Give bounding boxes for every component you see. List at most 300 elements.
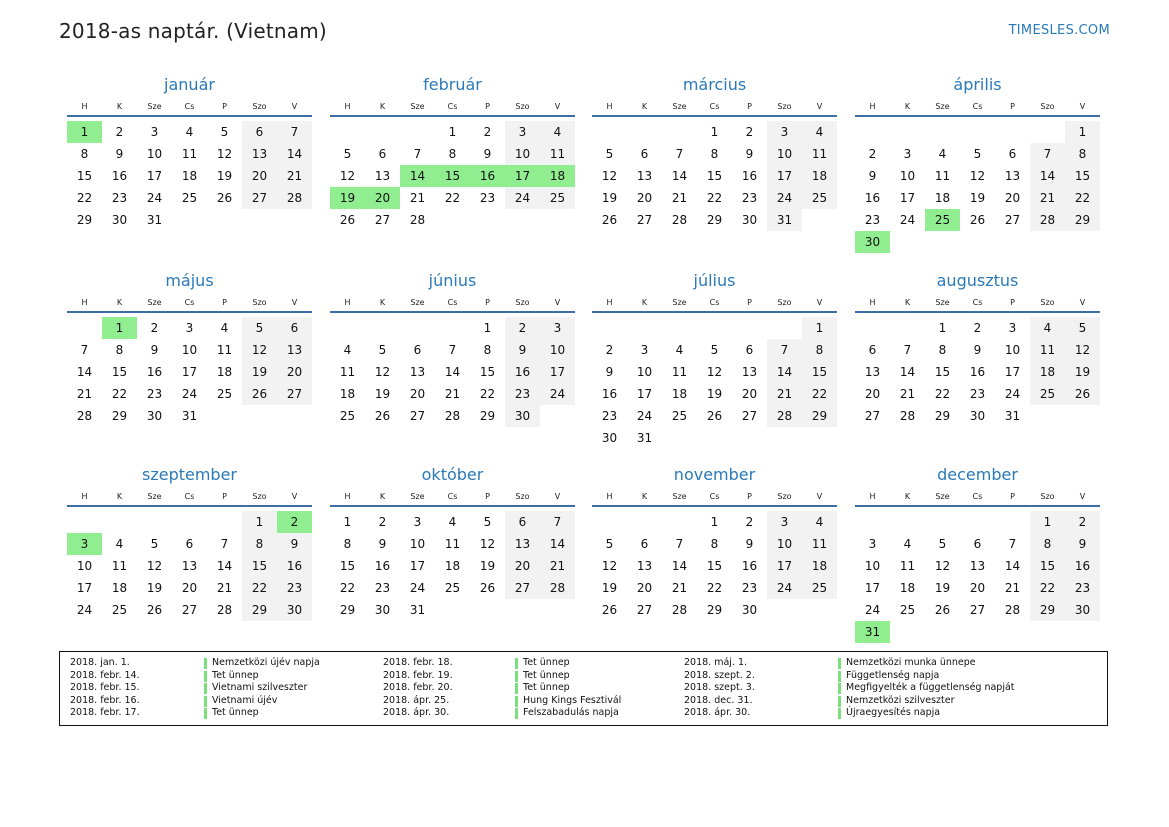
- legend-marker: [838, 696, 841, 707]
- month-name: június: [428, 271, 477, 290]
- day-cell: 27: [636, 213, 653, 227]
- day-cell: 6: [745, 343, 754, 357]
- weekday-header: [855, 492, 1100, 504]
- day-cell: 23: [864, 213, 881, 227]
- month-name: február: [423, 75, 482, 94]
- day-cell: 15: [242, 555, 277, 577]
- legend-date: 2018. febr. 18.: [383, 657, 453, 668]
- weekday-header: [330, 298, 575, 310]
- day-cell: 23: [111, 191, 128, 205]
- legend-date: 2018. febr. 14.: [70, 669, 140, 681]
- day-cell: 2: [277, 511, 312, 533]
- day-cell: 13: [277, 339, 312, 361]
- day-cell: 13: [374, 169, 391, 183]
- day-cell: 25: [540, 187, 575, 209]
- day-cell: 11: [1030, 339, 1065, 361]
- day-cell: 27: [374, 213, 391, 227]
- day-cell: 23: [969, 387, 986, 401]
- day-cell: 20: [277, 361, 312, 383]
- day-cell: 24: [181, 387, 198, 401]
- weekday-label: Sze: [935, 102, 950, 111]
- day-cell: 21: [409, 191, 426, 205]
- day-cell: 27: [741, 409, 758, 423]
- day-cell: 3: [67, 533, 102, 555]
- day-cell: 23: [741, 581, 758, 595]
- site-link[interactable]: TIMESLES.COM: [1008, 23, 1110, 38]
- day-cell: 10: [409, 537, 426, 551]
- weekday-label: H: [81, 102, 88, 111]
- day-cell: 5: [710, 343, 719, 357]
- weekday-label: H: [81, 298, 88, 307]
- day-cell: 25: [802, 577, 837, 599]
- day-cell: 4: [1030, 317, 1065, 339]
- day-cell: 1: [1030, 511, 1065, 533]
- header-rule: [855, 311, 1100, 313]
- day-cell: 8: [802, 339, 837, 361]
- day-cell: 17: [76, 581, 93, 595]
- day-cell: 27: [505, 577, 540, 599]
- day-cell: 1: [802, 317, 837, 339]
- weekday-header: [855, 102, 1100, 114]
- legend-holiday-name: Nemzetközi újév napja: [212, 657, 320, 668]
- day-cell: 16: [470, 165, 505, 187]
- header-rule: [855, 505, 1100, 507]
- weekday-label: K: [379, 298, 386, 307]
- weekday-label: K: [116, 298, 123, 307]
- day-cell: 19: [601, 191, 618, 205]
- weekday-label: Cs: [972, 298, 983, 307]
- day-cell: 29: [706, 603, 723, 617]
- day-cell: 5: [150, 537, 159, 551]
- day-cell: 13: [864, 365, 881, 379]
- header-rule: [592, 505, 837, 507]
- day-cell: 10: [899, 169, 916, 183]
- day-cell: 5: [605, 537, 614, 551]
- day-cell: 31: [1004, 409, 1021, 423]
- weekday-label: P: [1010, 102, 1015, 111]
- day-cell: 2: [868, 147, 877, 161]
- legend-marker: [838, 683, 841, 694]
- legend-holiday-name: Felszabadulás napja: [523, 707, 619, 719]
- legend-holiday-name: Tet ünnep: [523, 669, 570, 681]
- legend-date: 2018. jan. 1.: [70, 657, 130, 668]
- day-cell: 9: [868, 169, 877, 183]
- day-cell: 26: [706, 409, 723, 423]
- day-cell: 5: [1065, 317, 1100, 339]
- day-cell: 19: [216, 169, 233, 183]
- holiday-legend: [59, 651, 1108, 726]
- day-cell: 8: [710, 537, 719, 551]
- day-cell: 26: [242, 383, 277, 405]
- day-cell: 12: [601, 169, 618, 183]
- day-cell: 17: [767, 165, 802, 187]
- day-cell: 24: [767, 187, 802, 209]
- legend-holiday-name: Tet ünnep: [212, 707, 259, 719]
- day-cell: 14: [767, 361, 802, 383]
- day-cell: 30: [855, 231, 890, 253]
- legend-holiday-name: Megfigyelték a függetlenség napját: [846, 682, 1015, 694]
- day-cell: 3: [868, 537, 877, 551]
- day-cell: 26: [146, 603, 163, 617]
- day-cell: 18: [671, 387, 688, 401]
- day-cell: 9: [1065, 533, 1100, 555]
- day-cell: 27: [864, 409, 881, 423]
- weekday-label: Szo: [515, 102, 530, 111]
- day-cell: 24: [540, 383, 575, 405]
- weekday-label: P: [747, 102, 752, 111]
- legend-date: 2018. febr. 15.: [70, 682, 140, 694]
- day-cell: 8: [448, 147, 457, 161]
- legend-holiday-name: Tet ünnep: [523, 682, 570, 694]
- day-cell: 17: [505, 165, 540, 187]
- day-cell: 13: [181, 559, 198, 573]
- day-cell: 27: [969, 603, 986, 617]
- day-cell: 26: [216, 191, 233, 205]
- day-cell: 29: [242, 599, 277, 621]
- legend-marker: [204, 658, 207, 669]
- legend-marker: [838, 708, 841, 719]
- weekday-label: Szo: [252, 298, 267, 307]
- day-cell: 18: [339, 387, 356, 401]
- day-cell: 22: [802, 383, 837, 405]
- day-cell: 13: [505, 533, 540, 555]
- day-cell: 20: [505, 555, 540, 577]
- day-cell: 21: [277, 165, 312, 187]
- day-cell: 18: [111, 581, 128, 595]
- day-cell: 29: [802, 405, 837, 427]
- day-cell: 27: [1004, 213, 1021, 227]
- day-cell: 10: [146, 147, 163, 161]
- day-cell: 2: [378, 515, 387, 529]
- day-cell: 20: [242, 165, 277, 187]
- day-cell: 19: [601, 581, 618, 595]
- day-cell: 21: [76, 387, 93, 401]
- day-cell: 8: [343, 537, 352, 551]
- day-cell: 21: [444, 387, 461, 401]
- day-cell: 4: [540, 121, 575, 143]
- day-cell: 15: [706, 169, 723, 183]
- day-cell: 18: [802, 555, 837, 577]
- day-cell: 26: [969, 213, 986, 227]
- day-cell: 2: [605, 343, 614, 357]
- weekday-label: V: [291, 298, 298, 307]
- day-cell: 12: [146, 559, 163, 573]
- day-cell: 28: [671, 603, 688, 617]
- day-cell: 24: [767, 577, 802, 599]
- day-cell: 9: [745, 147, 754, 161]
- day-cell: 11: [802, 533, 837, 555]
- legend-date: 2018. febr. 16.: [70, 694, 140, 706]
- month-name: október: [421, 465, 484, 484]
- day-cell: 22: [444, 191, 461, 205]
- day-cell: 15: [76, 169, 93, 183]
- day-cell: 15: [111, 365, 128, 379]
- day-cell: 9: [115, 147, 124, 161]
- weekday-label: Sze: [935, 492, 950, 501]
- day-cell: 30: [505, 405, 540, 427]
- day-cell: 28: [76, 409, 93, 423]
- weekday-label: Cs: [184, 492, 195, 501]
- day-cell: 30: [601, 431, 618, 445]
- day-cell: 3: [903, 147, 912, 161]
- header-rule: [330, 311, 575, 313]
- day-cell: 8: [80, 147, 89, 161]
- day-cell: 11: [181, 147, 198, 161]
- day-cell: 29: [76, 213, 93, 227]
- day-cell: 23: [601, 409, 618, 423]
- weekday-label: K: [904, 492, 911, 501]
- weekday-label: V: [1079, 492, 1086, 501]
- day-cell: 19: [242, 361, 277, 383]
- day-cell: 28: [444, 409, 461, 423]
- weekday-label: Cs: [447, 492, 458, 501]
- month-name: november: [673, 465, 756, 484]
- weekday-label: V: [1079, 298, 1086, 307]
- weekday-label: Cs: [709, 102, 720, 111]
- day-cell: 8: [938, 343, 947, 357]
- day-cell: 16: [741, 559, 758, 573]
- legend-date: 2018. dec. 31.: [684, 694, 753, 706]
- day-cell: 20: [741, 387, 758, 401]
- day-cell: 12: [216, 147, 233, 161]
- day-cell: 17: [540, 361, 575, 383]
- weekday-label: Szo: [252, 102, 267, 111]
- weekday-label: K: [379, 492, 386, 501]
- weekday-label: K: [641, 102, 648, 111]
- day-cell: 7: [413, 147, 422, 161]
- day-cell: 11: [111, 559, 128, 573]
- day-cell: 19: [1065, 361, 1100, 383]
- weekday-label: K: [116, 492, 123, 501]
- day-cell: 15: [1030, 555, 1065, 577]
- page-title: 2018-as naptár. (Vietnam): [59, 19, 327, 43]
- legend-holiday-name: Tet ünnep: [523, 657, 570, 668]
- weekday-label: Sze: [410, 102, 425, 111]
- day-cell: 26: [934, 603, 951, 617]
- day-cell: 24: [409, 581, 426, 595]
- weekday-label: P: [222, 102, 227, 111]
- legend-marker: [515, 671, 518, 682]
- day-cell: 7: [80, 343, 89, 357]
- weekday-label: Szo: [1040, 102, 1055, 111]
- day-cell: 20: [864, 387, 881, 401]
- weekday-label: K: [904, 298, 911, 307]
- day-cell: 13: [741, 365, 758, 379]
- day-cell: 14: [444, 365, 461, 379]
- weekday-label: V: [554, 298, 561, 307]
- day-cell: 11: [216, 343, 233, 357]
- weekday-label: Szo: [515, 298, 530, 307]
- day-cell: 16: [1065, 555, 1100, 577]
- day-cell: 2: [483, 125, 492, 139]
- day-cell: 19: [146, 581, 163, 595]
- day-cell: 11: [899, 559, 916, 573]
- day-cell: 30: [741, 213, 758, 227]
- day-cell: 4: [185, 125, 194, 139]
- weekday-label: Cs: [184, 298, 195, 307]
- month-name: július: [693, 271, 736, 290]
- day-cell: 4: [220, 321, 229, 335]
- day-cell: 22: [111, 387, 128, 401]
- day-cell: 1: [1065, 121, 1100, 143]
- day-cell: 12: [339, 169, 356, 183]
- day-cell: 4: [802, 121, 837, 143]
- day-cell: 18: [444, 559, 461, 573]
- day-cell: 25: [671, 409, 688, 423]
- day-cell: 31: [181, 409, 198, 423]
- day-cell: 6: [185, 537, 194, 551]
- legend-holiday-name: Nemzetközi munka ünnepe: [846, 657, 976, 668]
- day-cell: 7: [903, 343, 912, 357]
- day-cell: 22: [706, 191, 723, 205]
- day-cell: 28: [1004, 603, 1021, 617]
- day-cell: 26: [339, 213, 356, 227]
- day-cell: 23: [741, 191, 758, 205]
- day-cell: 23: [479, 191, 496, 205]
- day-cell: 5: [483, 515, 492, 529]
- day-cell: 19: [706, 387, 723, 401]
- day-cell: 8: [1065, 143, 1100, 165]
- day-cell: 3: [767, 511, 802, 533]
- day-cell: 1: [242, 511, 277, 533]
- day-cell: 16: [277, 555, 312, 577]
- day-cell: 6: [242, 121, 277, 143]
- header-rule: [592, 115, 837, 117]
- day-cell: 12: [706, 365, 723, 379]
- day-cell: 24: [1004, 387, 1021, 401]
- day-cell: 14: [76, 365, 93, 379]
- month-name: május: [165, 271, 214, 290]
- day-cell: 12: [1065, 339, 1100, 361]
- day-cell: 9: [378, 537, 387, 551]
- legend-date: 2018. febr. 20.: [383, 682, 453, 694]
- day-cell: 27: [242, 187, 277, 209]
- month-name: március: [682, 75, 747, 94]
- day-cell: 16: [741, 169, 758, 183]
- weekday-label: Cs: [447, 298, 458, 307]
- day-cell: 5: [378, 343, 387, 357]
- legend-marker: [204, 683, 207, 694]
- day-cell: 11: [339, 365, 356, 379]
- day-cell: 23: [277, 577, 312, 599]
- day-cell: 15: [1065, 165, 1100, 187]
- legend-marker: [204, 696, 207, 707]
- day-cell: 19: [374, 387, 391, 401]
- legend-date: 2018. ápr. 25.: [383, 694, 450, 706]
- day-cell: 18: [802, 165, 837, 187]
- day-cell: 30: [1065, 599, 1100, 621]
- weekday-header: [67, 102, 312, 114]
- day-cell: 7: [448, 343, 457, 357]
- day-cell: 30: [277, 599, 312, 621]
- day-cell: 19: [969, 191, 986, 205]
- day-cell: 24: [505, 187, 540, 209]
- day-cell: 8: [1030, 533, 1065, 555]
- day-cell: 28: [899, 409, 916, 423]
- weekday-label: Cs: [709, 298, 720, 307]
- weekday-label: Cs: [972, 492, 983, 501]
- day-cell: 5: [220, 125, 229, 139]
- weekday-label: H: [606, 492, 613, 501]
- day-cell: 3: [640, 343, 649, 357]
- legend-holiday-name: Nemzetközi szilveszter: [846, 694, 955, 706]
- weekday-label: Szo: [515, 492, 530, 501]
- day-cell: 18: [540, 165, 575, 187]
- day-cell: 15: [479, 365, 496, 379]
- weekday-label: H: [606, 298, 613, 307]
- day-cell: 11: [802, 143, 837, 165]
- day-cell: 3: [540, 317, 575, 339]
- day-cell: 2: [115, 125, 124, 139]
- day-cell: 29: [1065, 209, 1100, 231]
- day-cell: 20: [969, 581, 986, 595]
- day-cell: 29: [706, 213, 723, 227]
- header-rule: [67, 115, 312, 117]
- day-cell: 24: [864, 603, 881, 617]
- day-cell: 3: [1008, 321, 1017, 335]
- day-cell: 26: [479, 581, 496, 595]
- weekday-label: K: [641, 492, 648, 501]
- day-cell: 22: [706, 581, 723, 595]
- weekday-label: Sze: [410, 492, 425, 501]
- day-cell: 8: [242, 533, 277, 555]
- day-cell: 6: [277, 317, 312, 339]
- day-cell: 20: [409, 387, 426, 401]
- day-cell: 14: [400, 165, 435, 187]
- day-cell: 21: [671, 191, 688, 205]
- day-cell: 21: [671, 581, 688, 595]
- weekday-label: K: [379, 102, 386, 111]
- day-cell: 25: [216, 387, 233, 401]
- day-cell: 23: [374, 581, 391, 595]
- day-cell: 20: [636, 581, 653, 595]
- day-cell: 5: [938, 537, 947, 551]
- legend-marker: [204, 708, 207, 719]
- day-cell: 22: [76, 191, 93, 205]
- day-cell: 18: [216, 365, 233, 379]
- legend-marker: [515, 683, 518, 694]
- weekday-label: P: [485, 298, 490, 307]
- day-cell: 24: [146, 191, 163, 205]
- day-cell: 29: [111, 409, 128, 423]
- day-cell: 11: [540, 143, 575, 165]
- day-cell: 22: [934, 387, 951, 401]
- month-name: április: [953, 75, 1002, 94]
- weekday-label: Sze: [672, 492, 687, 501]
- day-cell: 11: [934, 169, 951, 183]
- header-rule: [330, 115, 575, 117]
- day-cell: 1: [710, 515, 719, 529]
- legend-marker: [838, 671, 841, 682]
- day-cell: 19: [934, 581, 951, 595]
- day-cell: 13: [242, 143, 277, 165]
- legend-date: 2018. szept. 3.: [684, 682, 755, 694]
- weekday-label: H: [81, 492, 88, 501]
- weekday-label: V: [554, 102, 561, 111]
- day-cell: 12: [374, 365, 391, 379]
- day-cell: 15: [435, 165, 470, 187]
- legend-date: 2018. febr. 19.: [383, 669, 453, 681]
- day-cell: 6: [973, 537, 982, 551]
- day-cell: 16: [374, 559, 391, 573]
- day-cell: 7: [277, 121, 312, 143]
- month-name: szeptember: [141, 465, 237, 484]
- day-cell: 6: [868, 343, 877, 357]
- day-cell: 20: [365, 187, 400, 209]
- day-cell: 30: [146, 409, 163, 423]
- day-cell: 9: [277, 533, 312, 555]
- day-cell: 1: [343, 515, 352, 529]
